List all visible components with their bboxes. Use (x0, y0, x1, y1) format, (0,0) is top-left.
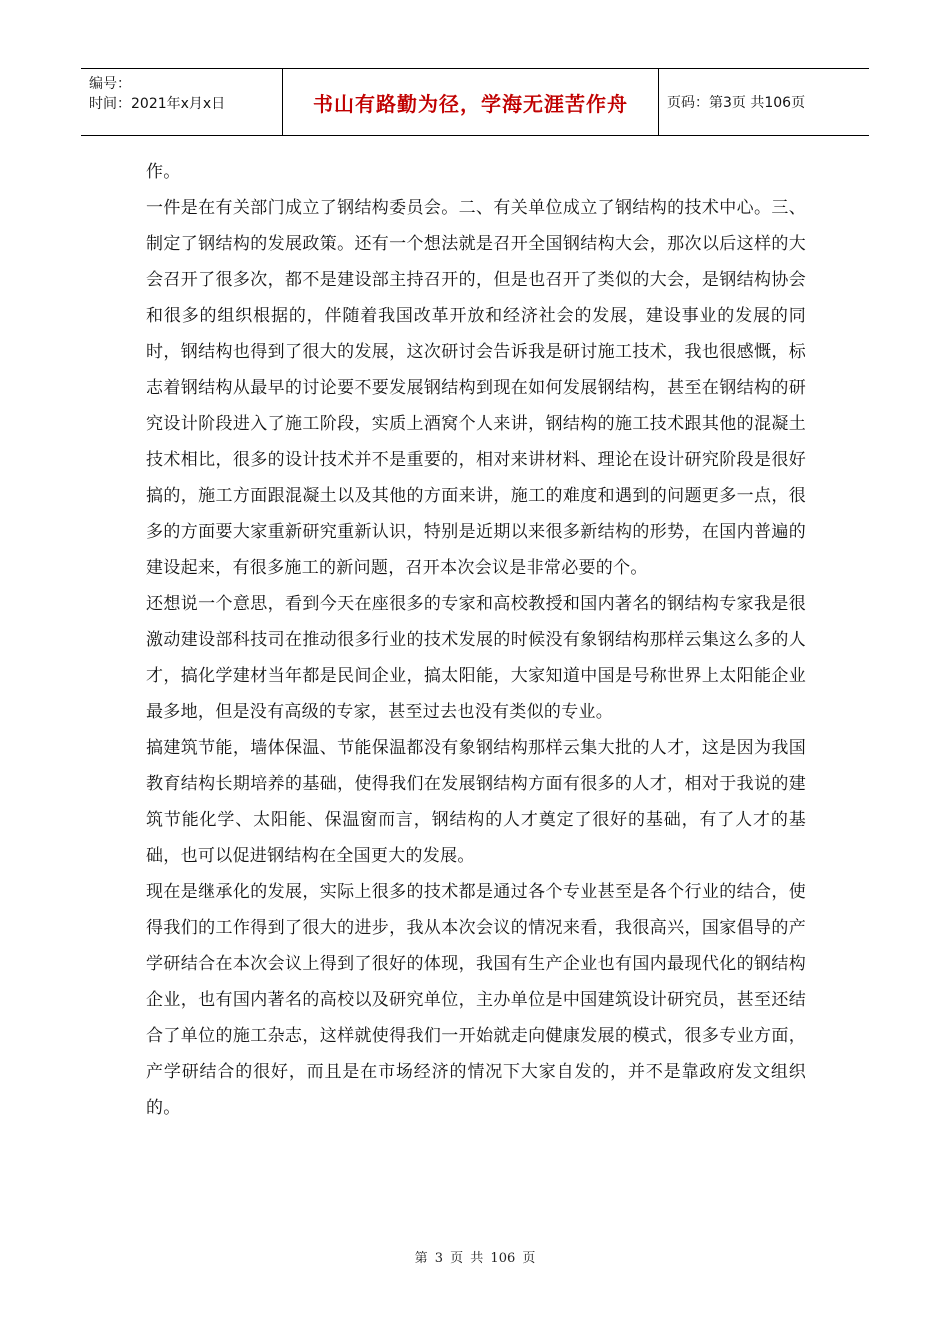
header-motto: 书山有路勤为径，学海无涯苦作舟 (283, 69, 659, 135)
document-number-label: 编号： (89, 76, 131, 92)
header-meta-cell (81, 69, 283, 135)
page-footer: 第 3 页 共 106 页 (414, 1251, 536, 1266)
header-page-info: 页码：第3页 共106页 (667, 95, 806, 111)
paragraph: 作。 (146, 162, 181, 182)
paragraph: 搞建筑节能，墙体保温、节能保温都没有象钢结构那样云集大批的人才，这是因为我国教育结构长期培养的基础，使得我们在发展钢结构方面有很多的人才，相对于我说的建筑节能化学、太阳能、保温窗而言，钢结构的人才奠定了很好的基础，有了人才的基础，也可以促进钢结构在全国更大的发展。 (146, 738, 806, 866)
page-header (81, 68, 869, 136)
paragraph: 还想说一个意思，看到今天在座很多的专家和高校教授和国内著名的钢结构专家我是很激动建设部科技司在推动很多行业的技术发展的时候没有象钢结构那样云集这么多的人才，搞化学建材当年都是民间企业，搞太阳能，大家知道中国是号称世界上太阳能企业最多地，但是没有高级的专家，甚至过去也没有类似的专业。 (146, 594, 806, 722)
document-date-label: 时间：2021年x月x日 (89, 96, 226, 112)
paragraph: 现在是继承化的发展，实际上很多的技术都是通过各个专业甚至是各个行业的结合，使得我们的工作得到了很大的进步，我从本次会议的情况来看，我很高兴，国家倡导的产学研结合在本次会议上得到了很好的体现，我国有生产企业也有国内最现代化的钢结构企业，也有国内著名的高校以及研究单位，主办单位是中国建筑设计研究员，甚至还结合了单位的施工杂志，这样就使得我们一开始就走向健康发展的模式，很多专业方面，产学研结合的很好，而且是在市场经济的情况下大家自发的，并不是靠政府发文组织的。 (146, 882, 806, 1118)
paragraph: 一件是在有关部门成立了钢结构委员会。二、有关单位成立了钢结构的技术中心。三、制定了钢结构的发展政策。还有一个想法就是召开全国钢结构大会，那次以后这样的大会召开了很多次，都不是建设部主持召开的，但是也召开了类似的大会，是钢结构协会和很多的组织根据的，伴随着我国改革开放和经济社会的发展，建设事业的发展的同时，钢结构也得到了很大的发展，这次研讨会告诉我是研讨施工技术，我也很感慨，标志着钢结构从最早的讨论要不要发展钢结构到现在如何发展钢结构，甚至在钢结构的研究设计阶段进入了施工阶段，实质上酒窝个人来讲，钢结构的施工技术跟其他的混凝土技术相比，很多的设计技术并不是重要的，相对来讲材料、理论在设计研究阶段是很好搞的，施工方面跟混凝土以及其他的方面来讲，施工的难度和遇到的问题更多一点，很多的方面要大家重新研究重新认识，特别是近期以来很多新结构的形势，在国内普遍的建设起来，有很多施工的新问题，召开本次会议是非常必要的个。 (146, 198, 806, 578)
document-body (146, 154, 806, 1126)
